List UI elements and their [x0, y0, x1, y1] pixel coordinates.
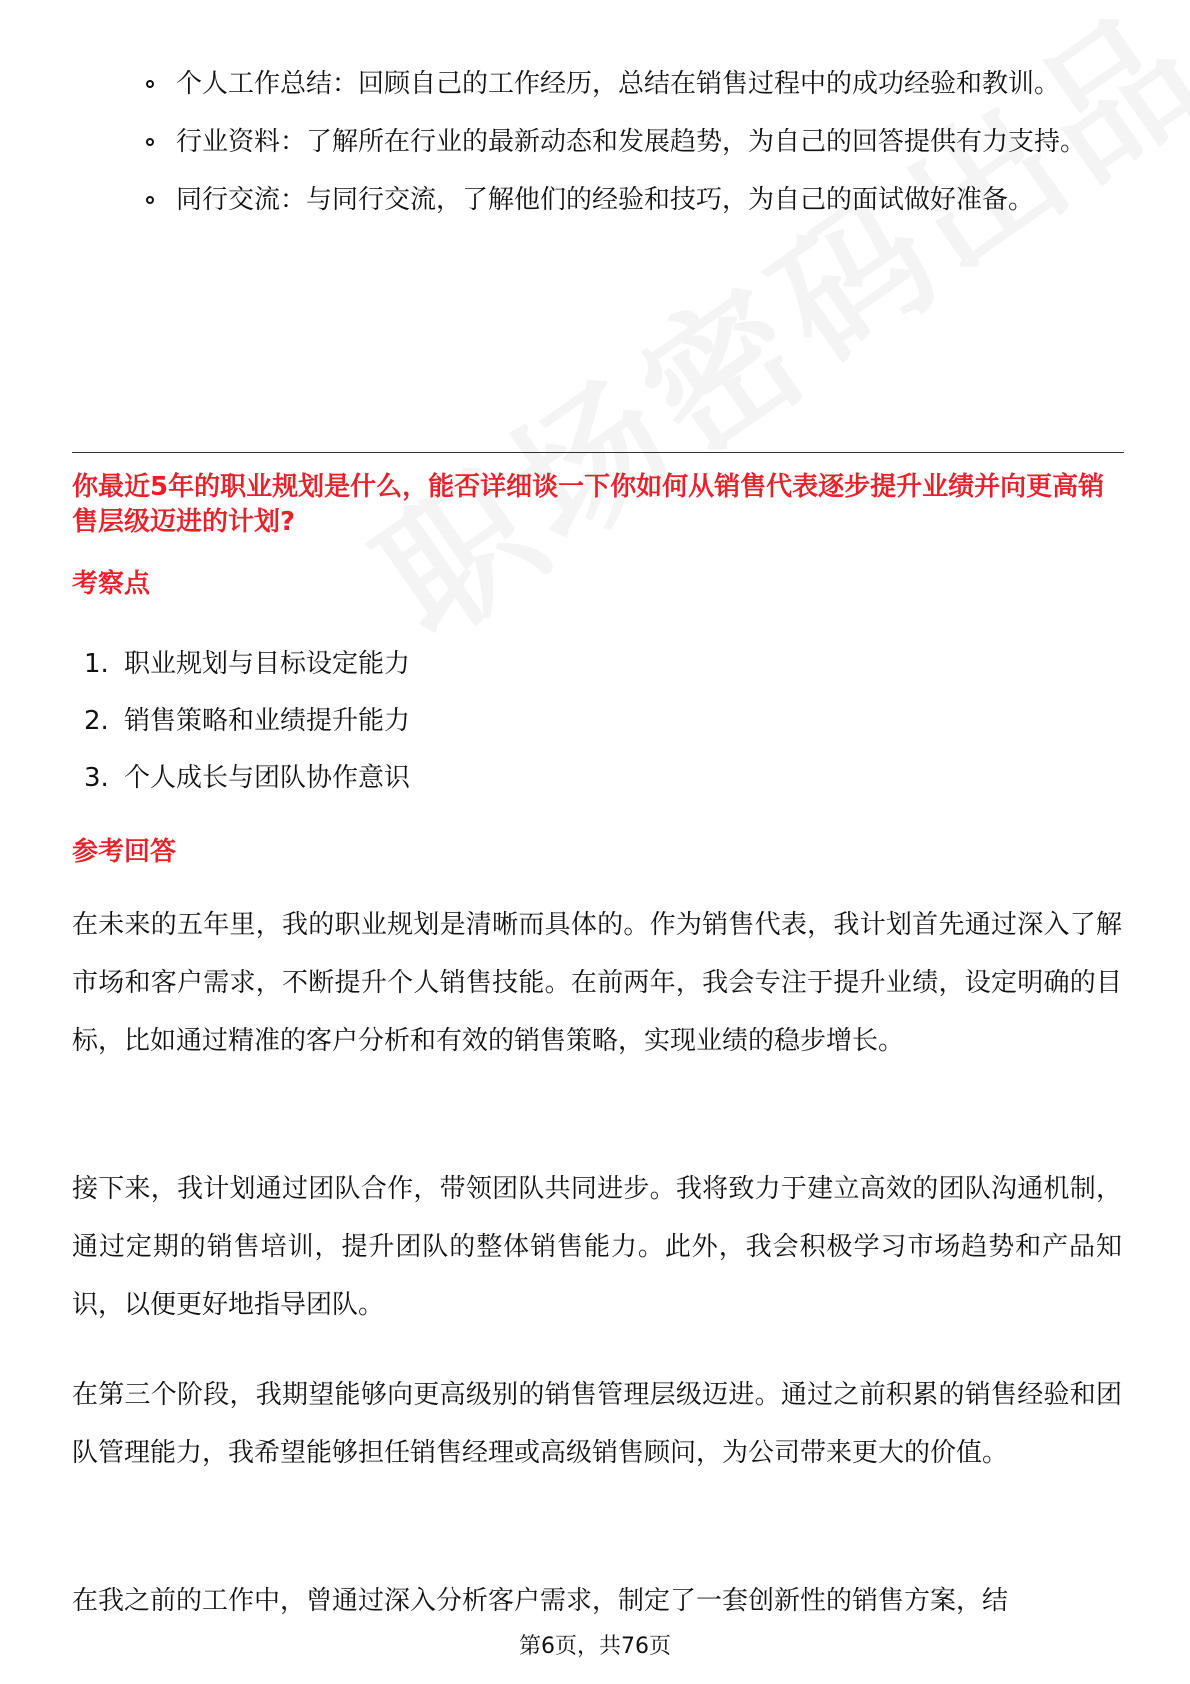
answer-paragraph: 在第三个阶段，我期望能够向更高级别的销售管理层级迈进。通过之前积累的销售经验和团队管理能力，我希望能够担任销售经理或高级销售顾问，为公司带来更大的价值。 [72, 1380, 1122, 1468]
question-heading: 你最近5年的职业规划是什么，能否详细谈一下你如何从销售代表逐步提升业绩并向更高销售层级迈进的计划? [72, 472, 1105, 537]
points-list [84, 636, 1084, 807]
bullet-circle-icon [146, 138, 154, 146]
points-heading: 考察点 [72, 569, 151, 599]
answer-heading: 参考回答 [72, 837, 177, 867]
answer-paragraph: 在未来的五年里，我的职业规划是清晰而具体的。作为销售代表，我计划首先通过深入了解市场和客户需求，不断提升个人销售技能。在前两年，我会专注于提升业绩，设定明确的目标，比如通过精准的客户分析和有效的销售策略，实现业绩的稳步增长。 [72, 910, 1122, 1056]
bullet-text: 同行交流：与同行交流，了解他们的经验和技巧，为自己的面试做好准备。 [176, 185, 1035, 215]
list-number: 1. [84, 649, 109, 679]
bullet-text: 行业资料：了解所在行业的最新动态和发展趋势，为自己的回答提供有力支持。 [176, 127, 1087, 157]
bullet-circle-icon [146, 196, 154, 204]
list-item [84, 750, 1084, 807]
list-number: 3. [84, 763, 109, 793]
list-number: 2. [84, 706, 109, 736]
bullet-list [140, 56, 1120, 230]
list-item [84, 636, 1084, 693]
bullet-item [140, 114, 1120, 171]
page-footer: 第6页，共76页 [519, 1634, 671, 1659]
bullet-circle-icon [146, 80, 154, 88]
bullet-item [140, 172, 1120, 229]
bullet-text: 个人工作总结：回顾自己的工作经历，总结在销售过程中的成功经验和教训。 [176, 69, 1061, 99]
answer-paragraph: 接下来，我计划通过团队合作，带领团队共同进步。我将致力于建立高效的团队沟通机制，通过定期的销售培训，提升团队的整体销售能力。此外，我会积极学习市场趋势和产品知识，以便更好地指导团队。 [72, 1174, 1122, 1320]
bullet-item [140, 56, 1120, 113]
list-text: 职业规划与目标设定能力 [124, 649, 411, 679]
list-item [84, 693, 1084, 750]
answer-paragraph: 在我之前的工作中，曾通过深入分析客户需求，制定了一套创新性的销售方案，结 [72, 1586, 1009, 1616]
section-divider [72, 452, 1124, 453]
list-text: 个人成长与团队协作意识 [124, 763, 411, 793]
list-text: 销售策略和业绩提升能力 [124, 706, 411, 736]
